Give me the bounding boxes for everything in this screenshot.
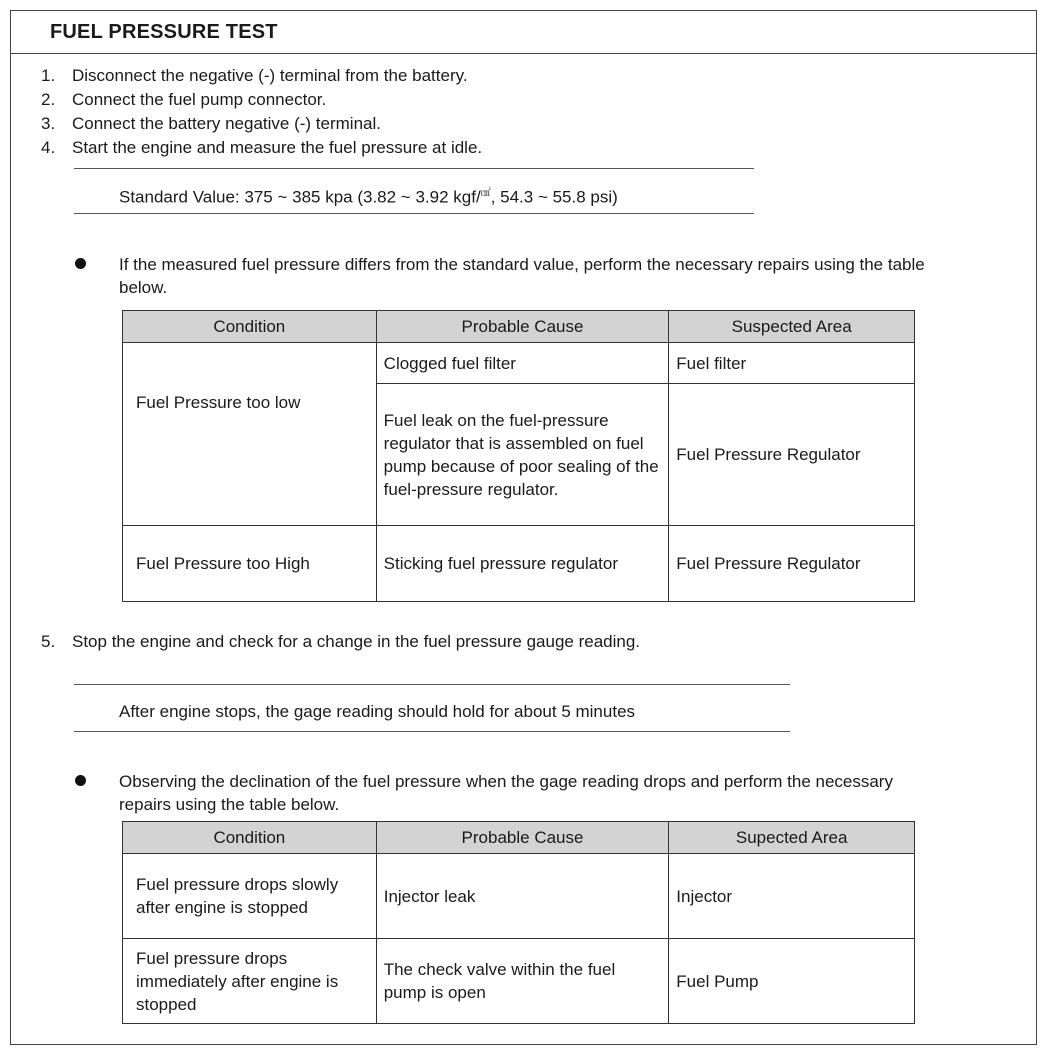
table-pressure-repairs — [122, 310, 915, 602]
header-condition: Condition — [123, 822, 377, 854]
cell-area: Fuel Pressure Regulator — [669, 384, 915, 526]
cell-area: Fuel Pump — [669, 939, 915, 1024]
hold-note: After engine stops, the gage reading should hold for about 5 minutes — [119, 702, 636, 721]
step-text: Stop the engine and check for a change in the fuel pressure gauge reading. — [72, 632, 641, 651]
divider — [74, 213, 754, 214]
step-number: 5. — [41, 632, 56, 651]
header-cause: Probable Cause — [376, 311, 669, 343]
header-area: Supected Area — [669, 822, 915, 854]
cell-condition: Fuel Pressure too low — [123, 343, 377, 526]
cell-cause: Sticking fuel pressure regulator — [376, 526, 669, 602]
table-row — [123, 854, 915, 939]
cell-condition: Fuel pressure drops slowly after engine is stopped — [123, 854, 377, 939]
table-pressure-drop — [122, 821, 915, 1024]
cell-condition: Fuel Pressure too High — [123, 526, 377, 602]
cell-area: Fuel Pressure Regulator — [669, 526, 915, 602]
step-text: Connect the battery negative (-) terminal. — [72, 114, 381, 133]
cell-cause: The check valve within the fuel pump is open — [376, 939, 669, 1024]
standard-value-text-end: , 54.3 ~ 55.8 psi) — [490, 187, 618, 207]
cell-cause: Clogged fuel filter — [376, 343, 669, 384]
bullet-icon — [75, 258, 86, 269]
table-row — [123, 526, 915, 602]
step-number: 2. — [41, 90, 56, 109]
cell-condition: Fuel pressure drops immediately after engine is stopped — [123, 939, 377, 1024]
divider — [74, 731, 790, 732]
title-bar — [11, 11, 1036, 54]
standard-value — [119, 182, 618, 209]
table-header-row — [123, 311, 915, 343]
step-number: 4. — [41, 138, 56, 157]
cell-area: Fuel filter — [669, 343, 915, 384]
cell-area: Injector — [669, 854, 915, 939]
step-number: 1. — [41, 66, 56, 85]
standard-value-unit: ㎠ — [480, 188, 491, 199]
table-row — [123, 343, 915, 384]
step-text: Disconnect the negative (-) terminal from the battery. — [72, 66, 468, 85]
header-condition: Condition — [123, 311, 377, 343]
page-title: FUEL PRESSURE TEST — [50, 21, 278, 43]
header-cause: Probable Cause — [376, 822, 669, 854]
table-row — [123, 939, 915, 1024]
table-header-row — [123, 822, 915, 854]
bullet-icon — [75, 775, 86, 786]
bullet-paragraph: If the measured fuel pressure differs from the standard value, perform the necessary repairs using the table below. — [119, 255, 925, 297]
standard-value-text: Standard Value: 375 ~ 385 kpa (3.82 ~ 3.92 kgf/ — [119, 187, 481, 207]
step-text: Start the engine and measure the fuel pressure at idle. — [72, 138, 483, 157]
step-text: Connect the fuel pump connector. — [72, 90, 327, 109]
cell-cause: Fuel leak on the fuel-pressure regulator that is assembled on fuel pump because of poor sealing of the fuel-pressure regulator. — [376, 384, 669, 526]
divider — [74, 168, 754, 169]
divider — [74, 684, 790, 685]
header-area: Suspected Area — [669, 311, 915, 343]
step-number: 3. — [41, 114, 56, 133]
cell-cause: Injector leak — [376, 854, 669, 939]
bullet-paragraph: Observing the declination of the fuel pressure when the gage reading drops and perform the necessary repairs using the table below. — [119, 772, 893, 814]
